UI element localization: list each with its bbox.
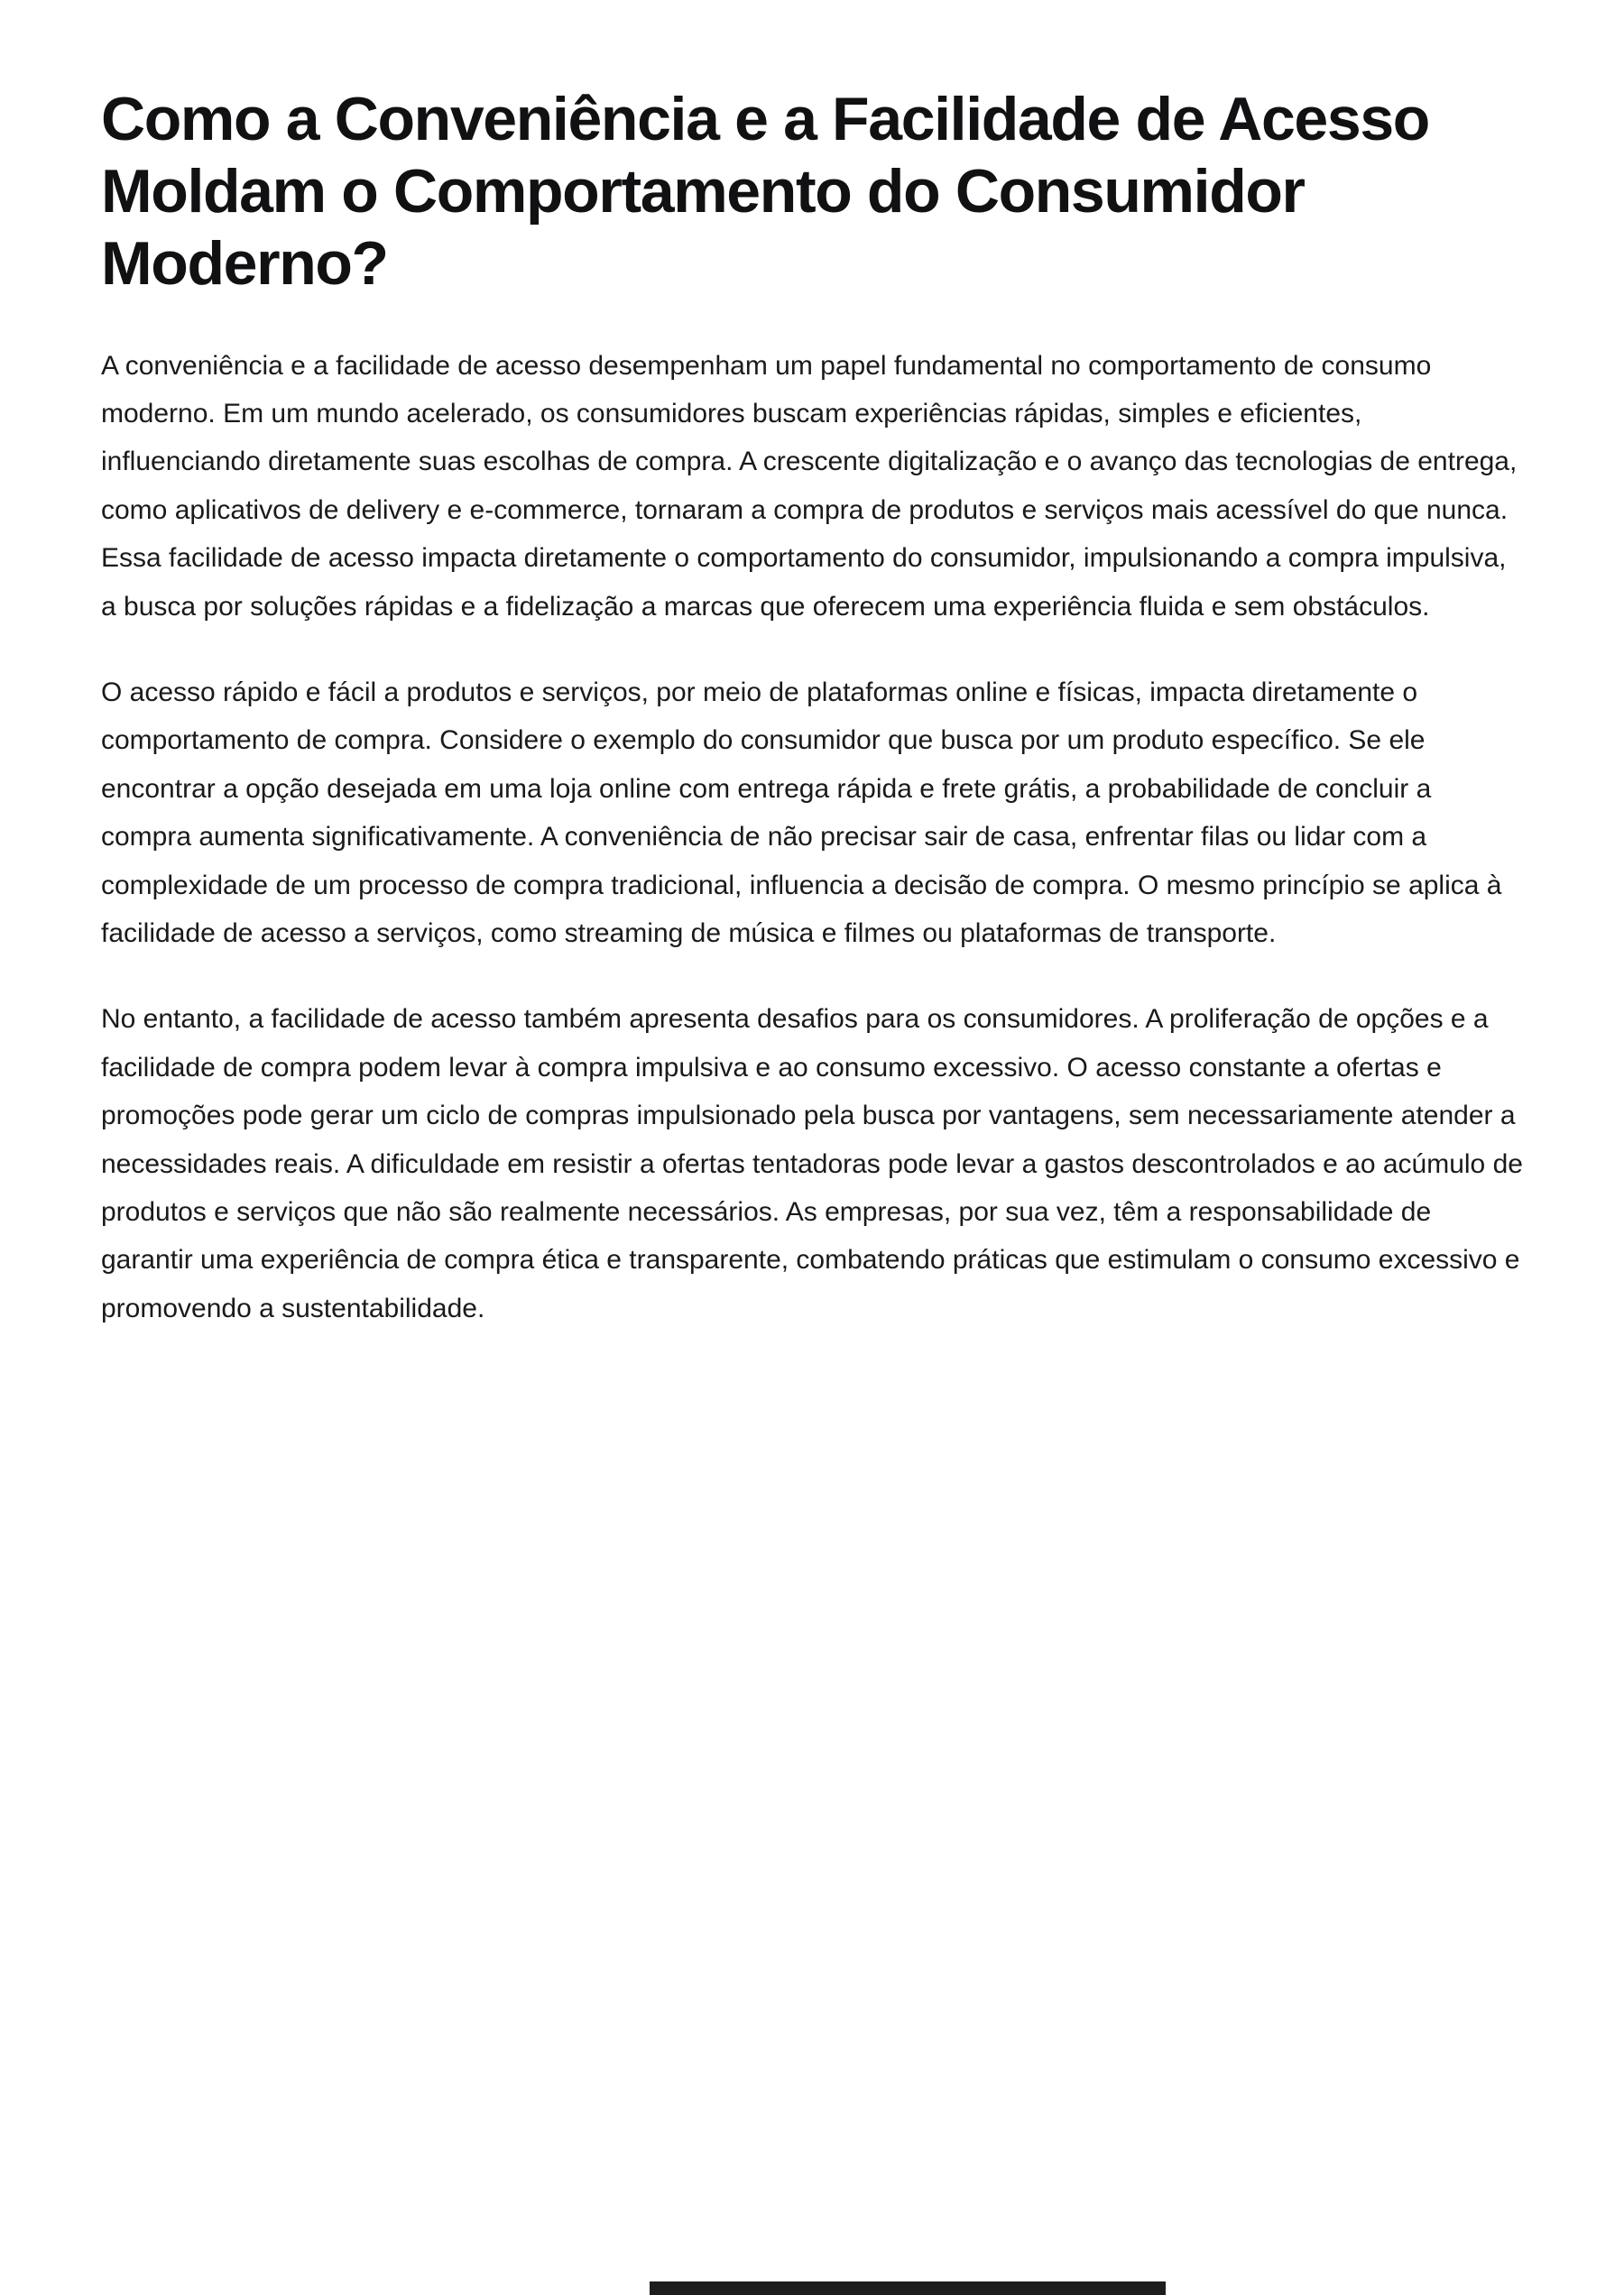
bottom-partial-dark-element [650, 2281, 1166, 2295]
article-title: Como a Conveniência e a Facilidade de Acesso Moldam o Comportamento do Consumidor Moderno? [101, 85, 1429, 299]
article-paragraph-3: No entanto, a facilidade de acesso também apresenta desafios para os consumidores. A proliferação de opções e a facilidade de compra podem levar à compra impulsiva e ao consumo excessivo. O acesso constante a ofertas e promoções pode gerar um ciclo de compras impulsionado pela busca por vantagens, sem necessariamente atender a necessidades reais. A dificuldade em resistir a ofertas tentadoras pode levar a gastos descontrolados e ao acúmulo de produtos e serviços que não são realmente necessários. As empresas, por sua vez, têm a responsabilidade de garantir uma experiência de compra ética e transparente, combatendo práticas que estimulam o consumo excessivo e promovendo a sustentabilidade. [101, 1004, 1523, 1323]
article-paragraph-2: O acesso rápido e fácil a produtos e serviços, por meio de plataformas online e físicas, impacta diretamente o comportamento de compra. Considere o exemplo do consumidor que busca por um produto específico. Se ele encontrar a opção desejada em uma loja online com entrega rápida e frete grátis, a probabilidade de concluir a compra aumenta significativamente. A conveniência de não precisar sair de casa, enfrentar filas ou lidar com a complexidade de um processo de compra tradicional, influencia a decisão de compra. O mesmo princípio se aplica à facilidade de acesso a serviços, como streaming de música e filmes ou plataformas de transporte. [101, 677, 1502, 948]
article-paragraph-1: A conveniência e a facilidade de acesso desempenham um papel fundamental no comportamento de consumo moderno. Em um mundo acelerado, os consumidores buscam experiências rápidas, simples e eficientes, influenciando diretamente suas escolhas de compra. A crescente digitalização e o avanço das tecnologias de entrega, como aplicativos de delivery e e-commerce, tornaram a compra de produtos e serviços mais acessível do que nunca. Essa facilidade de acesso impacta diretamente o comportamento do consumidor, impulsionando a compra impulsiva, a busca por soluções rápidas e a fidelização a marcas que oferecem uma experiência fluida e sem obstáculos. [101, 350, 1518, 622]
